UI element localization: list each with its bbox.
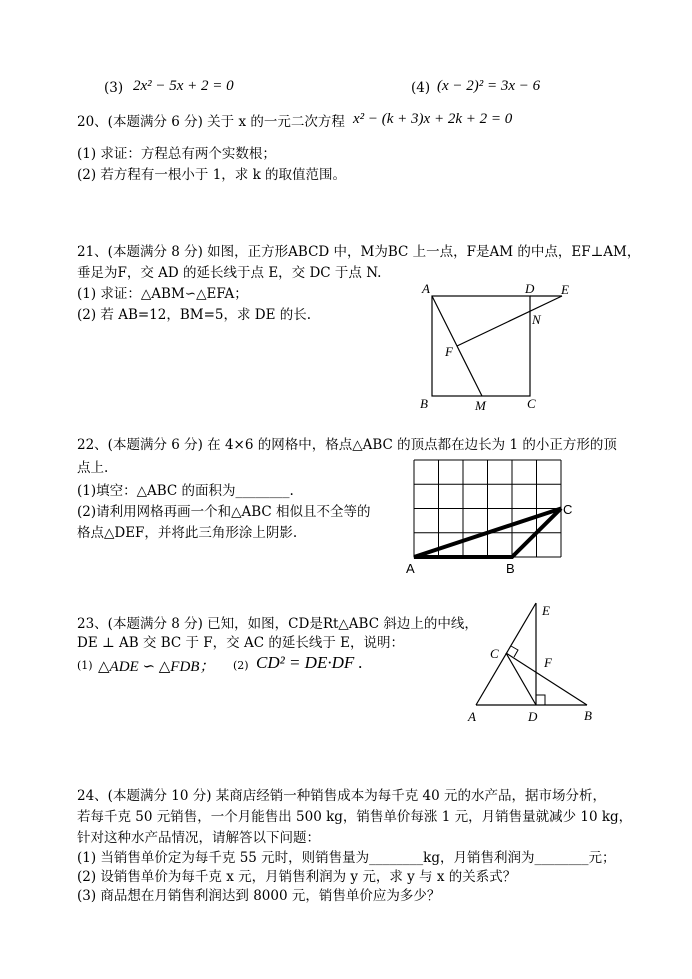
- q22-part2a: (2)请利用网格再画一个和△ABC 相似且不全等的: [77, 504, 371, 520]
- q22-line1: 22、(本题满分 6 分) 在 4×6 的网格中，格点△ABC 的顶点都在边长为 1 的小正方形的顶: [77, 437, 617, 453]
- q20-part1: (1) 求证：方程总有两个实数根；: [77, 146, 276, 162]
- q21-label-c: C: [527, 396, 536, 411]
- q21-part1: (1) 求证：△ABM∽△EFA；: [77, 286, 248, 302]
- eq3-label: (3): [104, 80, 124, 96]
- q23-label-f: F: [544, 655, 552, 670]
- q23-right-angle-c: [511, 646, 518, 657]
- q22-label-b: B: [506, 561, 515, 576]
- q21-label-a: A: [422, 281, 430, 296]
- q21-figure: [410, 278, 580, 418]
- q23-part2-label: (2): [233, 659, 249, 672]
- q23-label-d: D: [528, 709, 538, 724]
- q20-header: 20、(本题满分 6 分) 关于 x 的一元二次方程: [77, 114, 345, 130]
- q23-label-e: E: [542, 603, 550, 618]
- q23-segment-cd: [506, 653, 536, 705]
- eq3: 2x² − 5x + 2 = 0: [133, 78, 234, 94]
- q22-part2b: 格点△DEF，并将此三角形涂上阴影.: [77, 525, 298, 541]
- q23-line1: 23、(本题满分 8 分) 已知，如图，CD是Rt△ABC 斜边上的中线，: [77, 616, 478, 632]
- q24-part3: (3) 商品想在月销售利润达到 8000 元，销售单价应为多少？: [77, 888, 441, 904]
- q24-line3: 针对这种水产品情况，请解答以下问题：: [77, 830, 320, 846]
- q24-part2: (2) 设销售单价为每千克 x 元，月销售利润为 y 元，求 y 与 x 的关系式？: [77, 869, 517, 885]
- q21-label-d: D: [525, 281, 535, 296]
- q21-label-n: N: [532, 312, 541, 327]
- eq4-label: (4): [411, 80, 431, 96]
- q23-label-c: C: [490, 646, 499, 661]
- q21-line2: 垂足为F，交 AD 的延长线于点 E，交 DC 于点 N.: [77, 265, 382, 281]
- q23-line2: DE ⊥ AB 交 BC 于 F，交 AC 的延长线于 E，说明：: [77, 635, 404, 651]
- eq4: (x − 2)² = 3x − 6: [437, 78, 541, 94]
- q21-part2: (2) 若 AB=12，BM=5，求 DE 的长.: [77, 307, 312, 323]
- q21-label-b: B: [420, 396, 428, 411]
- q22-label-c: C: [563, 502, 573, 517]
- q24-part1: (1) 当销售单价定为每千克 55 元时，则销售量为________kg，月销售利润为________元；: [77, 850, 616, 866]
- q23-label-a: A: [468, 709, 476, 724]
- q22-part1: (1)填空：△ABC 的面积为________.: [77, 483, 294, 499]
- q20-part2: (2) 若方程有一根小于 1，求 k 的取值范围。: [77, 167, 347, 183]
- q22-grid-figure: [400, 455, 585, 580]
- q22-grid: [414, 460, 561, 557]
- q21-label-f: F: [445, 344, 453, 359]
- q21-label-e: E: [561, 282, 569, 297]
- q20-equation: x² − (k + 3)x + 2k + 2 = 0: [353, 111, 513, 127]
- q24-line1: 24、(本题满分 10 分) 某商店经销一种销售成本为每千克 40 元的水产品，据市场分析，: [77, 788, 607, 804]
- q23-label-b: B: [584, 708, 592, 723]
- q23-part2: CD² = DE·DF .: [256, 653, 363, 672]
- q21-line1: 21、(本题满分 8 分) 如图，正方形ABCD 中，M为BC 上一点，F是AM 的中点，EF⊥AM，: [77, 244, 641, 260]
- q22-line2: 点上.: [77, 460, 109, 476]
- q24-line2: 若每千克 50 元销售，一个月能售出 500 kg，销售单价每涨 1 元，月销售量就减少 10 kg，: [77, 809, 633, 825]
- q23-part1-label: (1): [77, 659, 93, 672]
- q21-segment-fe: [457, 296, 562, 346]
- q22-label-a: A: [406, 561, 415, 576]
- q23-figure: [462, 595, 607, 730]
- q23-right-angle-d: [536, 695, 545, 705]
- q21-label-m: M: [475, 398, 486, 413]
- q23-part1: △ADE ∽ △FDB；: [98, 659, 215, 675]
